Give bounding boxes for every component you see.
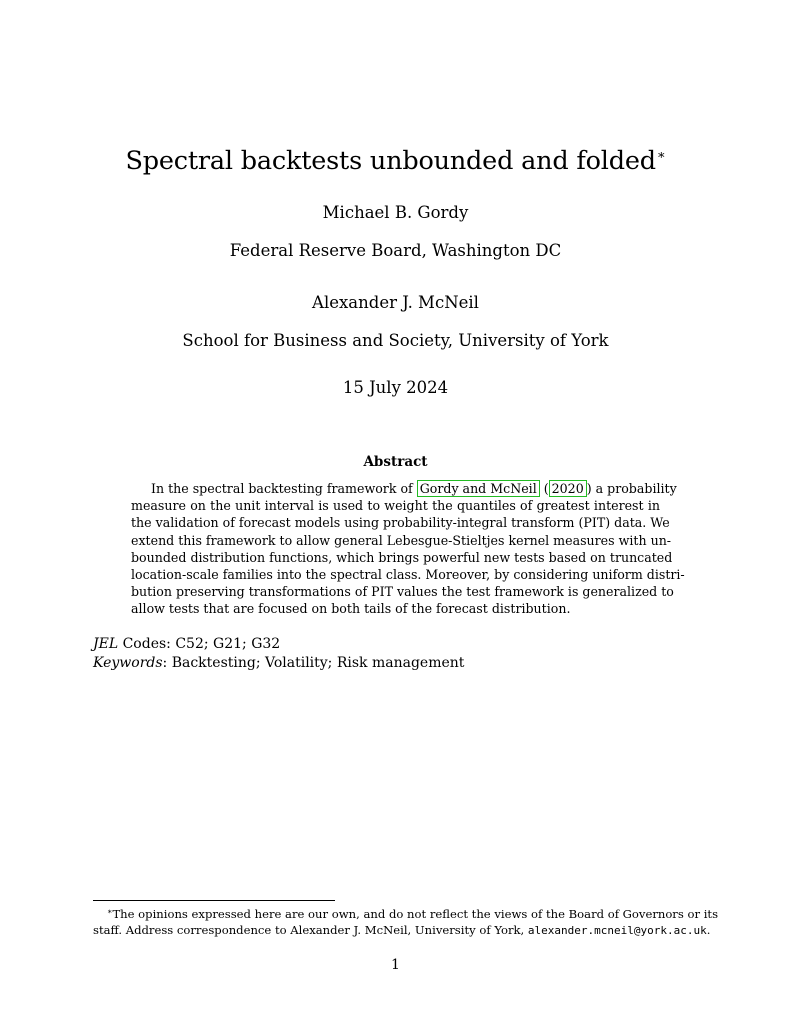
jel-codes-value: C52; G21; G32 — [175, 636, 281, 652]
abstract-line: bounded distribution functions, which brings powerful new tests based on truncated — [131, 549, 673, 565]
citation-link-year[interactable]: 2020 — [549, 480, 587, 497]
footnote-divider — [93, 900, 335, 901]
author-name: Alexander J. McNeil — [312, 293, 479, 312]
citation-link-authors[interactable]: Gordy and McNeil — [417, 480, 540, 497]
abstract-line: the validation of forecast models using probability-integral transform (PIT) data. We — [131, 515, 670, 531]
author-affiliation: Federal Reserve Board, Washington DC — [229, 241, 562, 260]
abstract-line: allow tests that are focused on both tails of the forecast distribution. — [131, 601, 571, 617]
paper-title: Spectral backtests unbounded and folded∗ — [125, 146, 666, 176]
keywords-value: Backtesting; Volatility; Risk management — [171, 655, 465, 671]
footnote-line: staff. Address correspondence to Alexander J. McNeil, University of York, alexander.mcneil@york.ac.uk. — [93, 923, 711, 937]
abstract-line: extend this framework to allow general Lebesgue-Stieltjes kernel measures with un- — [131, 532, 672, 548]
abstract-line: bution preserving transformations of PIT values the test framework is generalized to — [131, 584, 674, 600]
paper-date: 15 July 2024 — [342, 378, 449, 397]
keywords: Keywords: Backtesting; Volatility; Risk management — [93, 655, 465, 671]
author-affiliation: School for Business and Society, University of York — [182, 331, 609, 350]
footnote-line: ∗The opinions expressed here are our own, and do not reflect the views of the Board of Governors or its — [107, 907, 719, 921]
jel-codes: JEL Codes: C52; G21; G32 — [93, 636, 281, 652]
abstract-body — [131, 480, 685, 618]
abstract-line: location-scale families into the spectral class. Moreover, by considering uniform distri- — [131, 567, 685, 583]
abstract-heading: Abstract — [363, 454, 428, 470]
page-number: 1 — [391, 957, 400, 973]
footnote — [93, 904, 719, 939]
abstract-line: In the spectral backtesting framework of Gordy and McNeil ( 2020 ) a probability — [151, 481, 677, 496]
title-footnote-marker[interactable]: ∗ — [656, 148, 666, 163]
email-link[interactable]: alexander.mcneil@york.ac.uk — [527, 924, 707, 937]
author-name: Michael B. Gordy — [322, 203, 469, 222]
abstract-line: measure on the unit interval is used to weight the quantiles of greatest interest in — [131, 498, 660, 514]
